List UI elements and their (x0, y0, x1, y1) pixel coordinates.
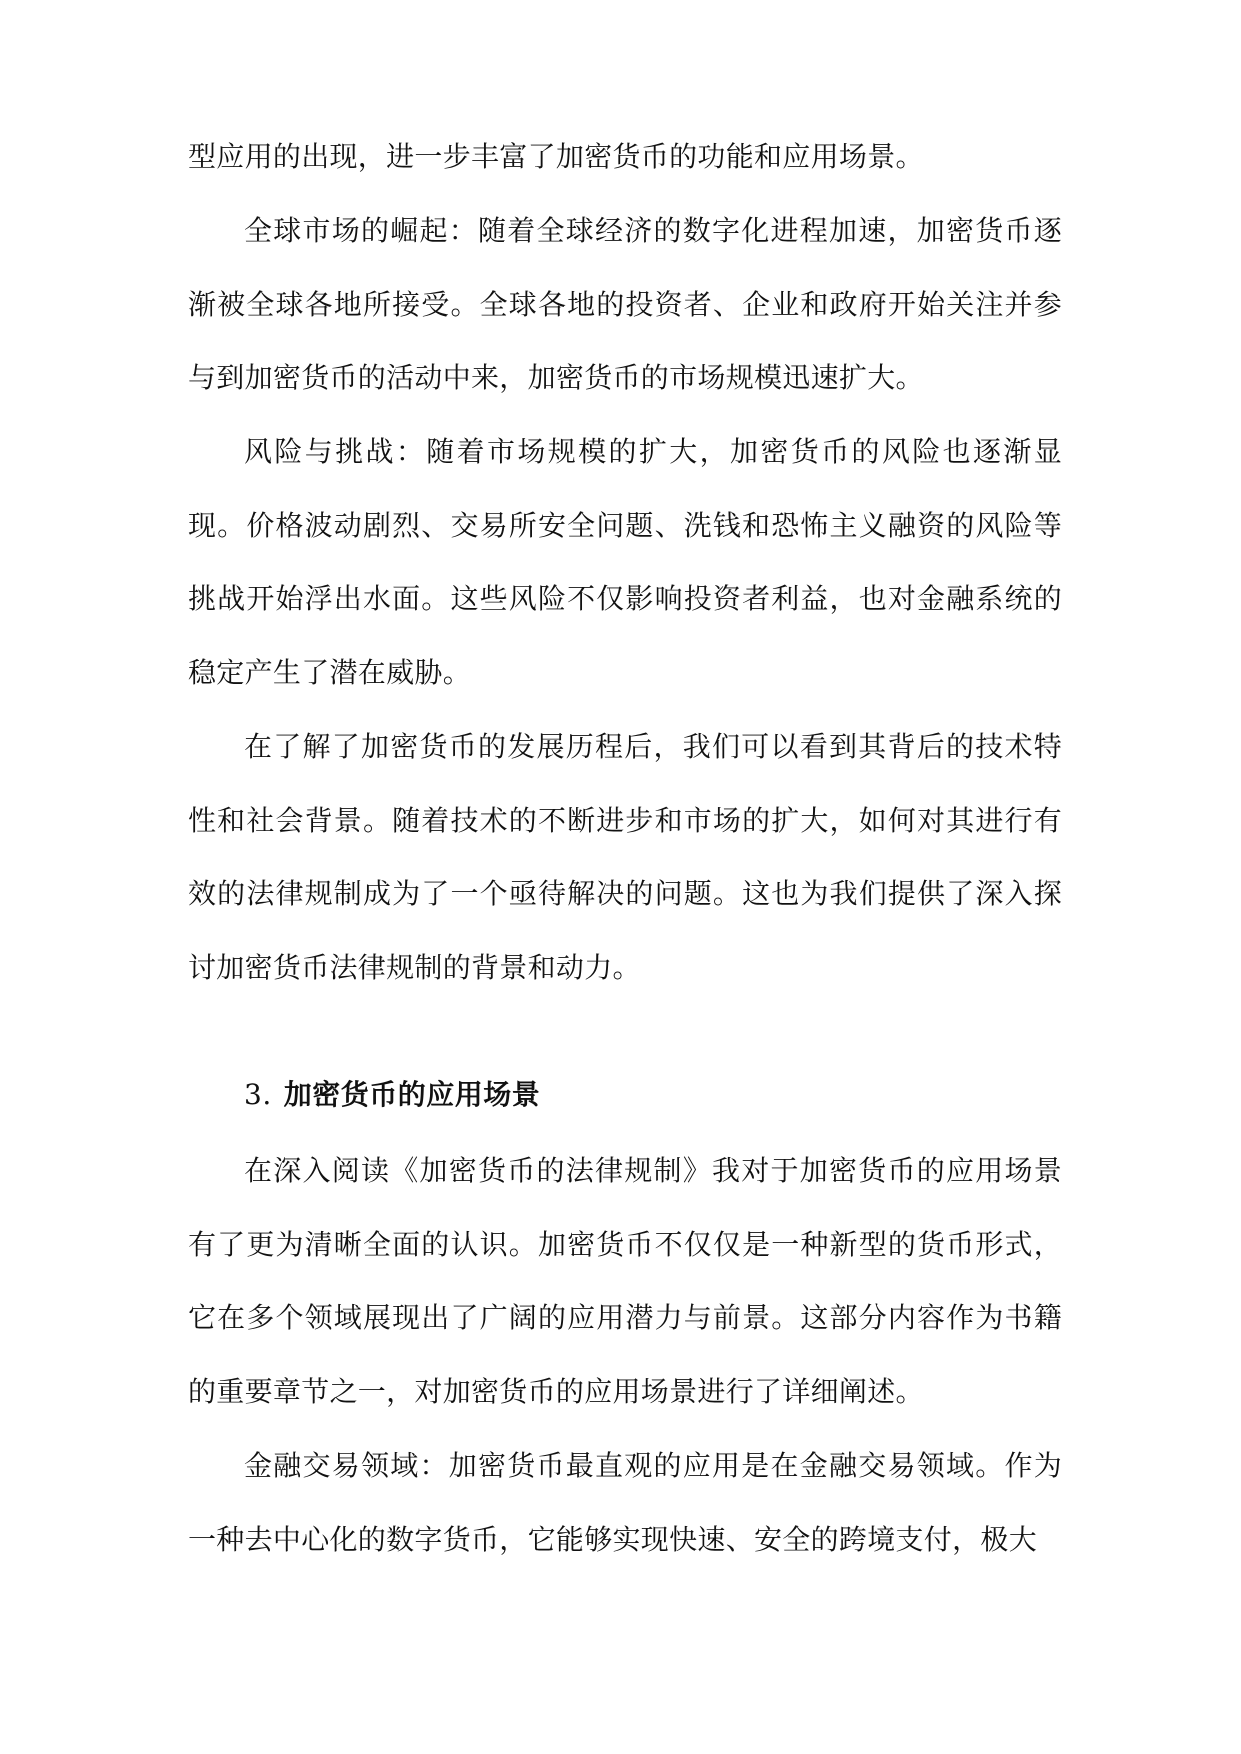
paragraph-development-summary: 在了解了加密货币的发展历程后，我们可以看到其背后的技术特性和社会背景。随着技术的不断进步和市场的扩大，如何对其进行有效的法律规制成为了一个亟待解决的问题。这也为我们提供了深入探讨加密货币法律规制的背景和动力。 (188, 730, 1062, 984)
paragraph-reading-reflection: 在深入阅读《加密货币的法律规制》我对于加密货币的应用场景有了更为清晰全面的认识。加密货币不仅仅是一种新型的货币形式，它在多个领域展现出了广阔的应用潜力与前景。这部分内容作为书籍的重要章节之一，对加密货币的应用场景进行了详细阐述。 (188, 1154, 1062, 1408)
paragraph-intro-continuation: 型应用的出现，进一步丰富了加密货币的功能和应用场景。 (188, 140, 924, 173)
section-number: 3. (244, 1078, 272, 1111)
paragraph-financial-trading: 金融交易领域：加密货币最直观的应用是在金融交易领域。作为一种去中心化的数字货币，它能够实现快速、安全的跨境支付，极大 (188, 1449, 1062, 1556)
paragraph-risks-challenges: 风险与挑战：随着市场规模的扩大，加密货币的风险也逐渐显现。价格波动剧烈、交易所安全问题、洗钱和恐怖主义融资的风险等挑战开始浮出水面。这些风险不仅影响投资者利益，也对金融系统的稳定产生了潜在威胁。 (188, 435, 1062, 689)
section-heading (244, 1075, 540, 1115)
section-title: 加密货币的应用场景 (283, 1078, 541, 1111)
paragraph-global-market: 全球市场的崛起：随着全球经济的数字化进程加速，加密货币逐渐被全球各地所接受。全球各地的投资者、企业和政府开始关注并参与到加密货币的活动中来，加密货币的市场规模迅速扩大。 (188, 214, 1062, 394)
